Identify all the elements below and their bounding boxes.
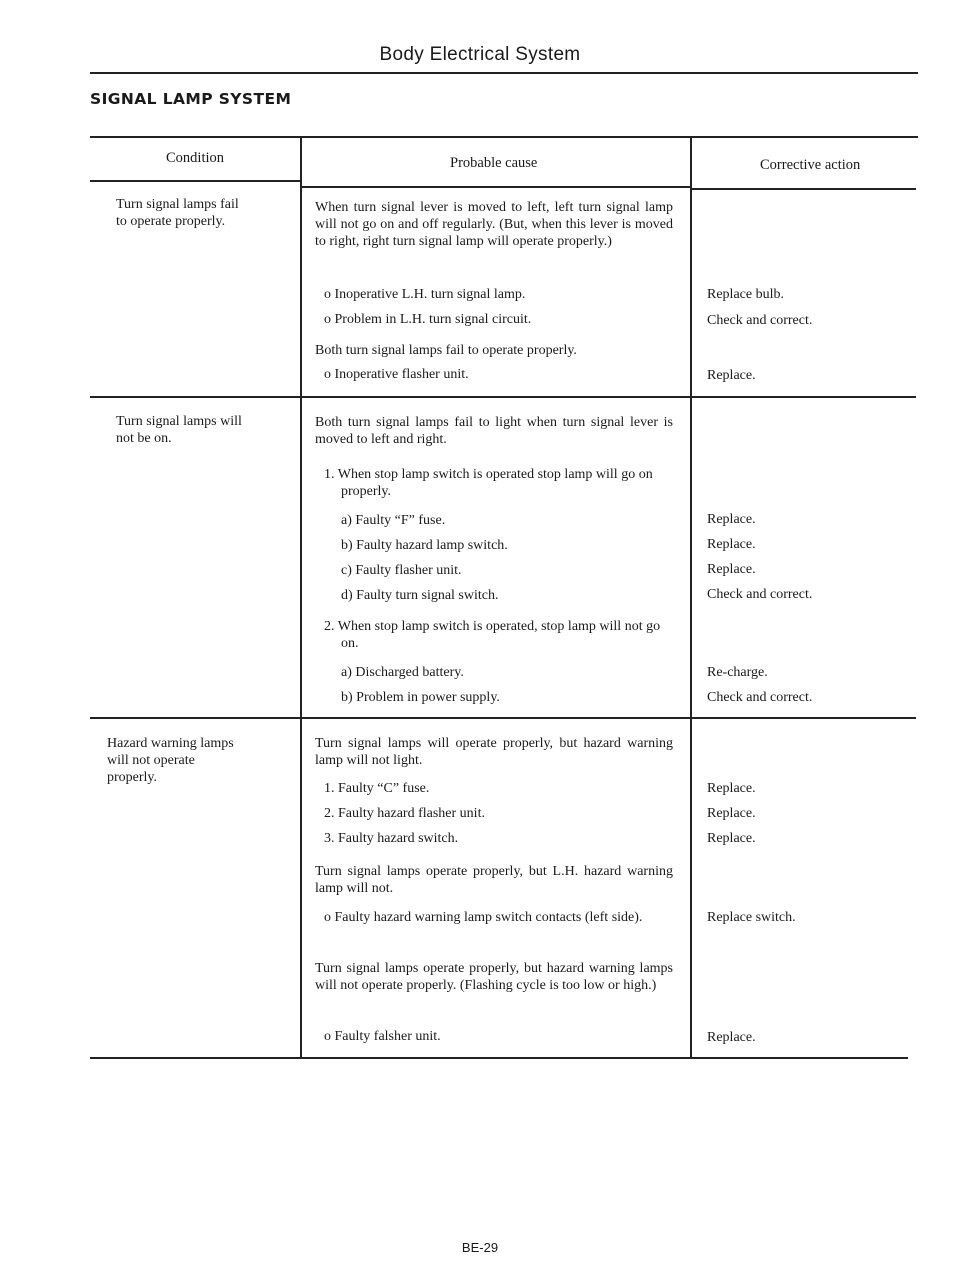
row-2-cause-1c: c) Faulty flasher unit. — [341, 563, 462, 578]
row-2-cause-2b: b) Problem in power supply. — [341, 690, 500, 705]
row-2-action-5: Re-charge. — [707, 665, 768, 680]
row-3-cause-5: o Faulty falsher unit. — [324, 1029, 441, 1044]
column-header-cause: Probable cause — [450, 155, 538, 171]
row-2-condition — [116, 413, 242, 447]
row-3-cause-3: 3. Faulty hazard switch. — [324, 831, 459, 846]
table-bottom-rule — [90, 1057, 908, 1059]
section-title: SIGNAL LAMP SYSTEM — [90, 90, 292, 108]
row-1-condition — [116, 196, 239, 230]
row-2-action-3: Replace. — [707, 562, 756, 577]
row-divider-1 — [90, 396, 916, 398]
row-3-action-1: Replace. — [707, 781, 756, 796]
row-3-condition-line-1: Hazard warning lamps — [107, 736, 234, 751]
row-1-action-3: Replace. — [707, 368, 756, 383]
header-row-rule-left — [90, 180, 300, 182]
row-1-condition-line-2: to operate properly. — [116, 214, 226, 229]
row-3-condition — [107, 735, 234, 786]
row-3-cause-4: o Faulty hazard warning lamp switch contacts (left side). — [324, 910, 643, 925]
header-row-rule-middle — [301, 186, 690, 188]
header-row-rule-right — [691, 188, 916, 190]
row-2-condition-line-1: Turn signal lamps will — [116, 414, 242, 429]
row-2-cause-1b: b) Faulty hazard lamp switch. — [341, 538, 508, 553]
column-divider-left — [300, 136, 302, 1058]
row-3-action-3: Replace. — [707, 831, 756, 846]
row-1-cause-item-3: o Inoperative flasher unit. — [324, 367, 469, 382]
row-2-action-4: Check and correct. — [707, 587, 813, 602]
column-divider-right — [690, 136, 692, 1058]
row-2-cause-group-2: 2. When stop lamp switch is operated, stop lamp will not go on. — [324, 619, 661, 651]
row-2-action-2: Replace. — [707, 537, 756, 552]
row-1-cause-intro: When turn signal lever is moved to left, left turn signal lamp will not go on and off regularly. (But, when this lever is moved to right, right turn signal lamp will operate properly.) — [315, 200, 673, 249]
row-1-cause-note: Both turn signal lamps fail to operate properly. — [315, 343, 577, 358]
row-3-condition-line-2: will not operate — [107, 753, 195, 768]
row-1-action-1: Replace bulb. — [707, 287, 784, 302]
row-3-cause-1: 1. Faulty “C” fuse. — [324, 781, 430, 796]
row-2-cause-1d: d) Faulty turn signal switch. — [341, 588, 499, 603]
column-header-condition: Condition — [166, 150, 225, 166]
row-2-cause-2a: a) Discharged battery. — [341, 665, 464, 680]
row-2-action-6: Check and correct. — [707, 690, 813, 705]
row-divider-2 — [90, 717, 916, 719]
row-2-action-1: Replace. — [707, 512, 756, 527]
row-3-action-5: Replace. — [707, 1030, 756, 1045]
header-rule — [90, 72, 918, 74]
row-2-condition-line-2: not be on. — [116, 431, 172, 446]
page-number: BE-29 — [461, 1240, 499, 1255]
table-top-rule — [90, 136, 918, 138]
column-header-action: Corrective action — [760, 157, 861, 173]
row-3-condition-line-3: properly. — [107, 770, 158, 785]
row-3-cause-intro-1: Turn signal lamps will operate properly, but hazard warning lamp will not light. — [315, 736, 673, 768]
row-3-action-2: Replace. — [707, 806, 756, 821]
row-1-cause-item-2: o Problem in L.H. turn signal circuit. — [324, 312, 532, 327]
row-3-action-4: Replace switch. — [707, 910, 796, 925]
row-2-cause-1a: a) Faulty “F” fuse. — [341, 513, 446, 528]
row-3-cause-intro-3: Turn signal lamps operate properly, but hazard warning lamps will not operate properly. (Flashing cycle is too low or high.) — [315, 961, 673, 993]
row-2-cause-intro: Both turn signal lamps fail to light when turn signal lever is moved to left and right. — [315, 415, 673, 447]
row-1-action-2: Check and correct. — [707, 313, 813, 328]
page-header-title: Body Electrical System — [379, 44, 581, 65]
row-3-cause-2: 2. Faulty hazard flasher unit. — [324, 806, 485, 821]
row-1-cause-item-1: o Inoperative L.H. turn signal lamp. — [324, 287, 526, 302]
row-1-condition-line-1: Turn signal lamps fail — [116, 197, 239, 212]
row-3-cause-intro-2: Turn signal lamps operate properly, but L.H. hazard warning lamp will not. — [315, 864, 673, 896]
row-2-cause-group-1: 1. When stop lamp switch is operated stop lamp will go on properly. — [324, 467, 653, 499]
